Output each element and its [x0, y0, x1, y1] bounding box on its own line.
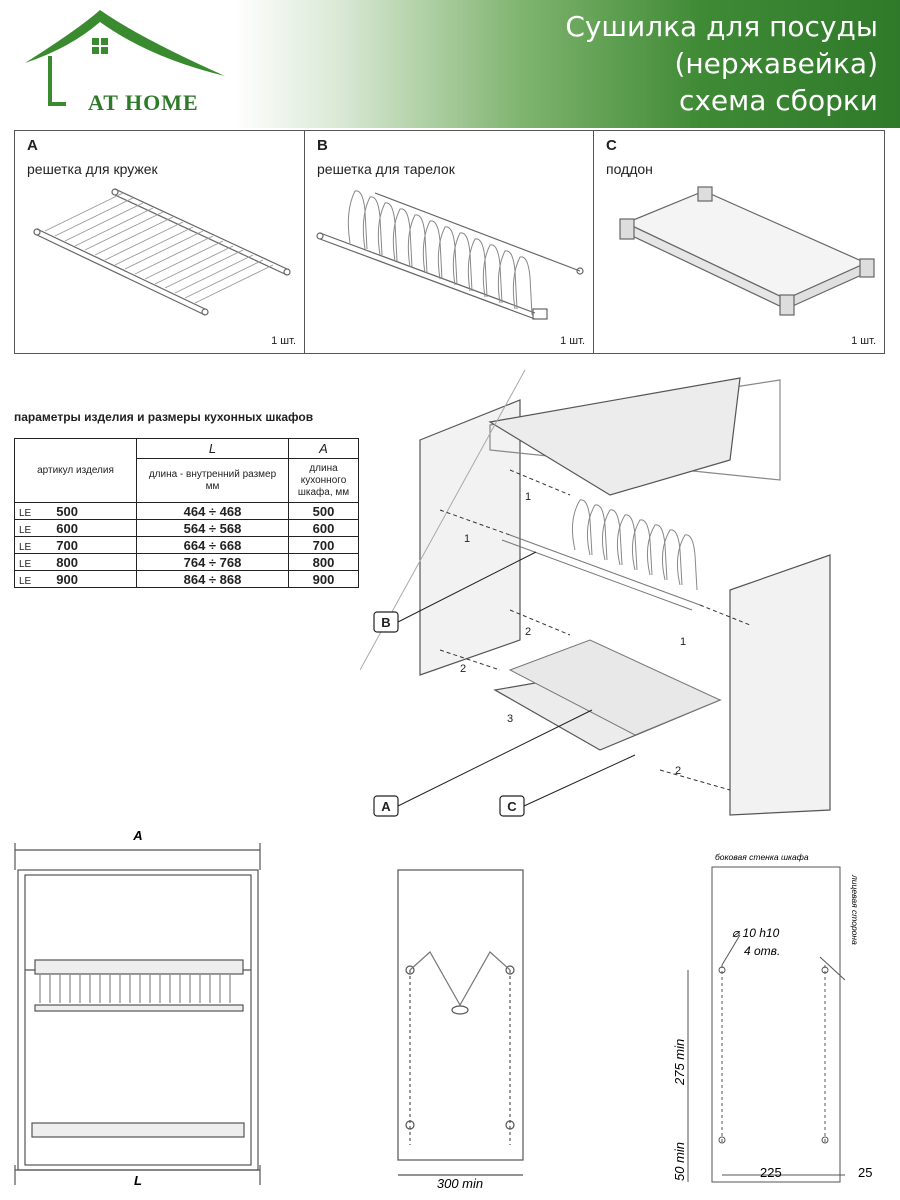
part-b-name: решетка для тарелок [317, 161, 455, 177]
dim-l: L [134, 1173, 142, 1188]
row-cell-a: 500 [289, 503, 359, 520]
step-label: 2 [460, 663, 467, 675]
face-label: лицевая сторона [850, 875, 860, 945]
params-title: параметры изделия и размеры кухонных шкафов [14, 410, 314, 424]
row-cell-range: 564 ÷ 568 [137, 520, 289, 537]
row-cell-article: LE 800 [15, 554, 137, 571]
part-c-letter: C [606, 137, 617, 154]
part-b [305, 131, 594, 353]
step-label: 2 [525, 626, 532, 638]
table-row [15, 503, 359, 520]
callout-b-label: B [381, 615, 391, 630]
row-cell-range: 464 ÷ 468 [137, 503, 289, 520]
step-label: 3 [507, 713, 514, 725]
part-b-letter: B [317, 137, 328, 154]
row-cell-range: 664 ÷ 668 [137, 537, 289, 554]
dim-25: 25 [858, 1165, 873, 1180]
table-row [15, 571, 359, 588]
part-a [15, 131, 305, 353]
title-line-2: (нержавейка) [674, 47, 878, 80]
col-A: A [289, 439, 359, 459]
part-b-qty: 1 шт. [560, 335, 585, 347]
dim-300: 300 min [436, 1176, 484, 1190]
assembly-diagram [360, 370, 900, 830]
holes-view-drawing [640, 845, 900, 1195]
callout-a-label: A [381, 799, 391, 814]
col-L-sub: длина - внутренний размер мм [137, 459, 289, 503]
front-view-drawing [10, 825, 270, 1195]
row-cell-article: LE 600 [15, 520, 137, 537]
row-cell-article: LE 500 [15, 503, 137, 520]
header-banner [0, 0, 900, 128]
row-cell-a: 900 [289, 571, 359, 588]
table-row [15, 537, 359, 554]
row-cell-a: 700 [289, 537, 359, 554]
part-c [594, 131, 884, 353]
table-row [15, 520, 359, 537]
wall-label: боковая стенка шкафа [715, 852, 809, 862]
spec-table [14, 438, 359, 588]
part-a-letter: A [27, 137, 38, 154]
title-line-1: Сушилка для посуды [565, 10, 878, 43]
row-cell-a: 600 [289, 520, 359, 537]
col-L: L [137, 439, 289, 459]
title-line-3: схема сборки [678, 84, 878, 117]
dim-225: 225 [760, 1165, 782, 1180]
logo-text: AT HOME [88, 90, 199, 115]
callout-c-label: C [507, 799, 517, 814]
dim-a: A [133, 828, 143, 843]
step-label: 1 [525, 491, 532, 503]
brand-logo [20, 8, 240, 118]
table-row [15, 554, 359, 571]
hole-count: 4 отв. [744, 944, 781, 958]
col-article: артикул изделия [15, 439, 137, 503]
step-label: 1 [680, 636, 687, 648]
part-a-name: решетка для кружек [27, 161, 158, 177]
parts-panel [14, 130, 885, 354]
part-a-qty: 1 шт. [271, 335, 296, 347]
row-cell-article: LE 900 [15, 571, 137, 588]
part-c-name: поддон [606, 161, 653, 177]
dim-275: 275 min [672, 1038, 687, 1085]
row-cell-a: 800 [289, 554, 359, 571]
row-cell-range: 764 ÷ 768 [137, 554, 289, 571]
page-title [565, 8, 878, 119]
col-A-sub: длина кухонного шкафа, мм [289, 459, 359, 503]
dim-50: 50 min [672, 1141, 687, 1181]
row-cell-range: 864 ÷ 868 [137, 571, 289, 588]
step-label: 2 [675, 765, 682, 777]
hole-spec: ⌀ 10 h10 [732, 926, 780, 940]
side-view-drawing [390, 860, 535, 1190]
part-c-qty: 1 шт. [851, 335, 876, 347]
step-label: 1 [464, 533, 471, 545]
row-cell-article: LE 700 [15, 537, 137, 554]
